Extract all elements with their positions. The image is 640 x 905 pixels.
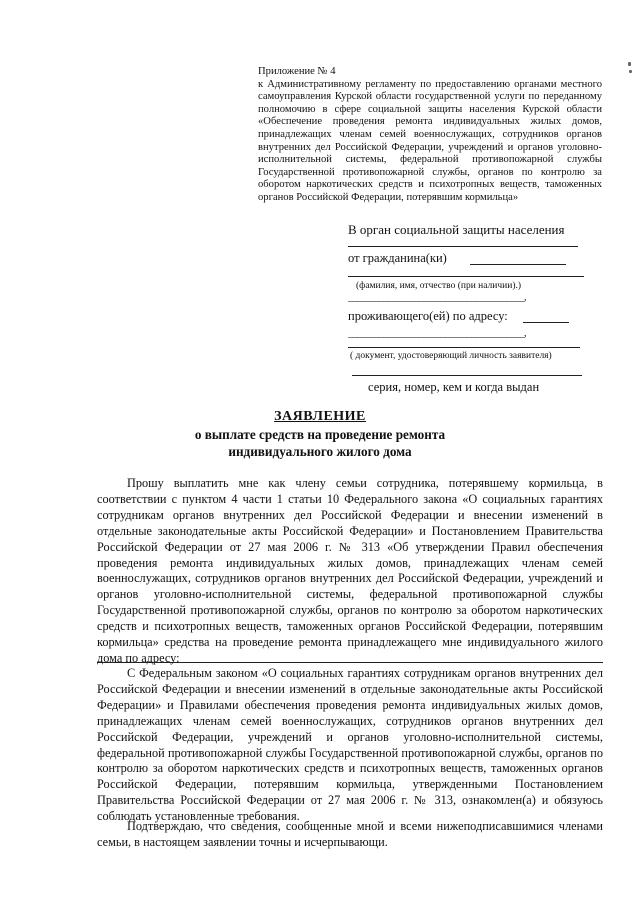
document-hint: ( документ, удостоверяющий личность заявителя): [350, 351, 552, 361]
from-label: от гражданина(ки): [348, 251, 447, 265]
address-line[interactable]: [97, 662, 603, 663]
acquaintance-paragraph: [97, 666, 603, 825]
document-details-hint: серия, номер, кем и когда выдан: [368, 380, 540, 394]
confirmation-paragraph: [97, 819, 603, 851]
scan-mark: [628, 62, 631, 66]
address-line-1[interactable]: ________________________________________,: [348, 292, 526, 303]
blank-line[interactable]: [348, 246, 578, 247]
document-title: ЗАЯВЛЕНИЕ: [274, 409, 366, 424]
appendix-text: к Административному регламенту по предоставлению органами местного самоуправления Курской области государственной услуги по переданному полномочию в сфере социальной защиты населения Курской области «Обеспечение проведения ремонта индивидуальных жилых домов, принадлежащих членам семей военнослужащих, сотрудников органов внутренних дел Российской Федерации, учреждений и органов уголовно-исполнительной системы, федеральной противопожарной службы Государственной противопожарной службы, органов по контролю за оборотом наркотических средств и психотропных веществ, таможенных органов Российской Федерации, потерявшим кормильца»: [258, 78, 602, 203]
document-field[interactable]: [352, 375, 582, 376]
document-subtitle-2: индивидуального жилого дома: [228, 444, 412, 459]
name-field[interactable]: [470, 264, 566, 265]
blank-line[interactable]: [348, 347, 580, 348]
scan-mark: [629, 70, 632, 73]
address-line-2[interactable]: ________________________________________,: [348, 328, 526, 339]
residing-label: проживающего(ей) по адресу:: [348, 309, 508, 323]
request-paragraph: [97, 476, 603, 667]
blank-line[interactable]: [348, 276, 584, 277]
address-field[interactable]: [523, 322, 569, 323]
document-subtitle-1: о выплате средств на проведение ремонта: [194, 427, 446, 442]
addressee-to: В орган социальной защиты населения: [348, 222, 565, 237]
appendix-title: Приложение № 4: [258, 66, 336, 77]
request-text: Прошу выплатить мне как члену семьи сотрудника, потерявшему кормильца, в соответствии с пунктом 4 части 1 статьи 10 Федерального закона «О социальных гарантиях сотрудникам органов внутренних дел Российской Федерации и внесении изменений в отдельные законодательные акты Российской Федерации» и Постановлением Правительства Российской Федерации от 27 мая 2006 г. № 313 «Об утверждении Правил обеспечения проведения ремонта индивидуальных жилых домов, принадлежащих членам семей военнослужащих, сотрудников органов внутренних дел Российской Федерации, учреждений и органов уголовно-исполнительной системы, федеральной противопожарной службы Государственной противопожарной службы, органов по контролю за оборотом наркотических средств и психотропных веществ, таможенных органов Российской Федерации, потерявшим кормильца» средства на проведение ремонта принадлежащего мне индивидуального жилого дома по адресу:: [97, 476, 603, 665]
appendix-reference: [258, 66, 602, 205]
confirmation-text: Подтверждаю, что сведения, сообщенные мной и всеми нижеподписавшимися членами семьи, в настоящем заявлении точны и исчерпывающи.: [97, 819, 603, 849]
acquaintance-text: С Федеральным законом «О социальных гарантиях сотрудникам органов внутренних дел Российской Федерации и внесении изменений в отдельные законодательные акты Российской Федерации» и Правилами обеспечения проведения ремонта индивидуальных жилых домов, принадлежащих членам семей военнослужащих, сотрудников органов внутренних дел Российской Федерации, учреждений и органов уголовно-исполнительной системы, федеральной противопожарной службы Государственной противопожарной службы, органов по контролю за оборотом наркотических средств и психотропных веществ, таможенных органов Российской Федерации, потерявшим кормильца, утвержденными Постановлением Правительства Российской Федерации от 27 мая 2006 г. № 313, ознакомлен(а) и обязуюсь соблюдать установленные требования.: [97, 666, 603, 824]
fio-hint: (фамилия, имя, отчество (при наличии).): [356, 281, 522, 291]
